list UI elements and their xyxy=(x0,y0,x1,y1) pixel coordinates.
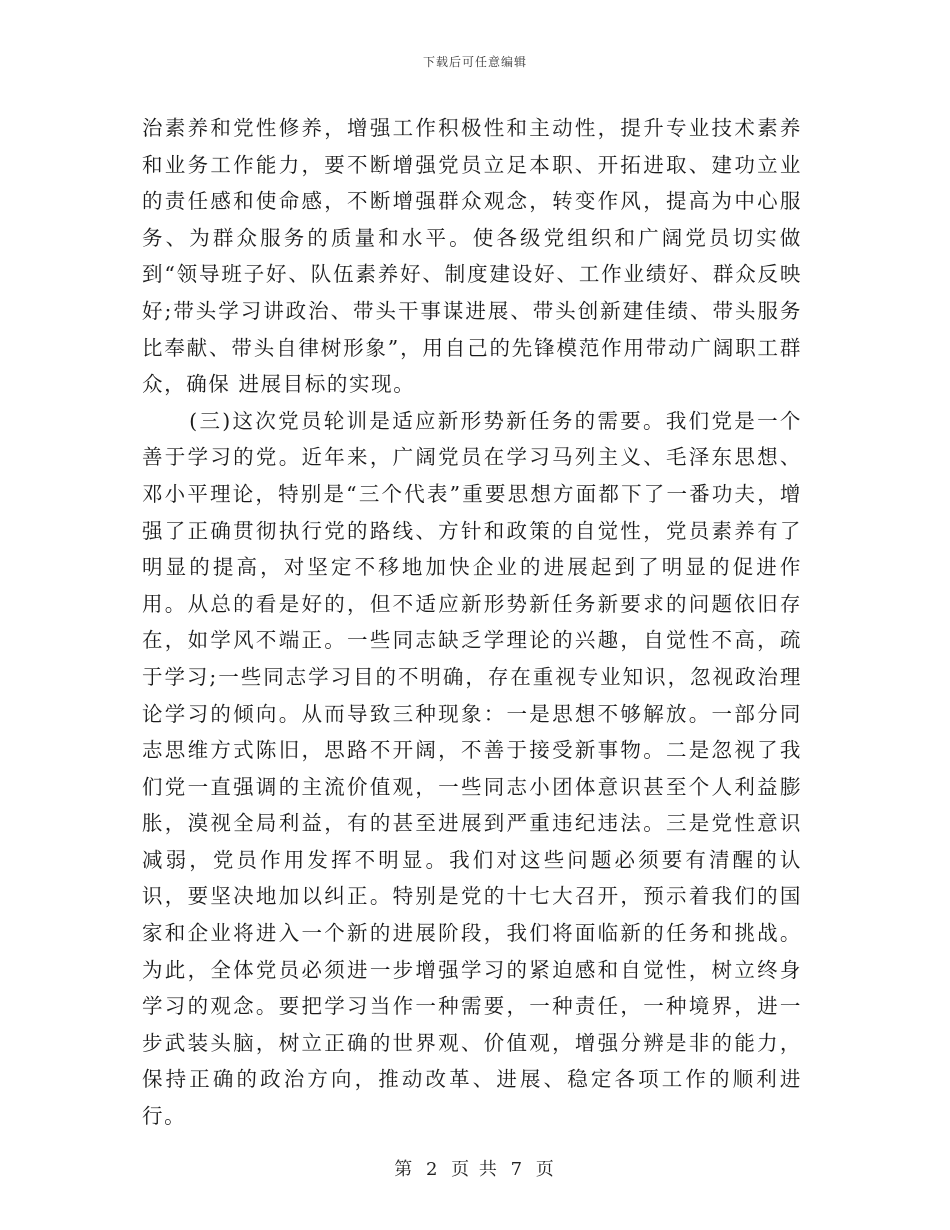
page-mid-text: 页 共 xyxy=(451,1159,499,1180)
current-page-number: 2 xyxy=(425,1159,440,1180)
document-body xyxy=(142,110,802,1135)
paragraph-section-three: (三)这次党员轮训是适应新形势新任务的需要。我们党是一个善于学习的党。近年来，广阔党员在学习马列主义、毛泽东思想、邓小平理论，特别是“三个代表”重要思想方面都下了一番功夫，增强了正确贯彻执行党的路线、方针和政策的自觉性，党员素养有了明显的提高，对坚定不移地加快企业的进展起到了明显的促进作用。从总的看是好的，但不适应新形势新任务新要求的问题依旧存在，如学风不端正。一些同志缺乏学理论的兴趣，自觉性不高，疏于学习;一些同志学习目的不明确，存在重视专业知识，忽视政治理论学习的倾向。从而导致三种现象：一是思想不够解放。一部分同志思维方式陈旧，思路不开阔，不善于接受新事物。二是忽视了我们党一直强调的主流价值观，一些同志小团体意识甚至个人利益膨胀，漠视全局利益，有的甚至进展到严重违纪违法。三是党性意识减弱，党员作用发挥不明显。我们对这些问题必须要有清醒的认识，要坚决地加以纠正。特别是党的十七大召开，预示着我们的国家和企业将进入一个新的进展阶段，我们将面临新的任务和挑战。为此，全体党员必须进一步增强学习的紧迫感和自觉性，树立终身学习的观念。要把学习当作一种需要，一种责任，一种境界，进一步武装头脑，树立正确的世界观、价值观，增强分辨是非的能力，保持正确的政治方向，推动改革、进展、稳定各项工作的顺利进行。 xyxy=(142,408,802,1129)
page-number-footer xyxy=(0,1155,950,1181)
page-suffix: 页 xyxy=(535,1159,556,1180)
total-pages-number: 7 xyxy=(510,1159,525,1180)
header-note: 下载后可任意编辑 xyxy=(422,55,527,69)
paragraph-continuation: 治素养和党性修养，增强工作积极性和主动性，提升专业技术素养和业务工作能力，要不断增强党员立足本职、开拓进取、建功立业的责任感和使命感，不断增强群众观念，转变作风，提高为中心服务、为群众服务的质量和水平。使各级党组织和广阔党员切实做到“领导班子好、队伍素养好、制度建设好、工作业绩好、群众反映好;带头学习讲政治、带头干事谋进展、带头创新建佳绩、带头服务比奉献、带头自律树形象”，用自己的先锋模范作用带动广阔职工群众，确保 进展目标的实现。 xyxy=(142,116,802,397)
page-prefix: 第 xyxy=(394,1159,415,1180)
